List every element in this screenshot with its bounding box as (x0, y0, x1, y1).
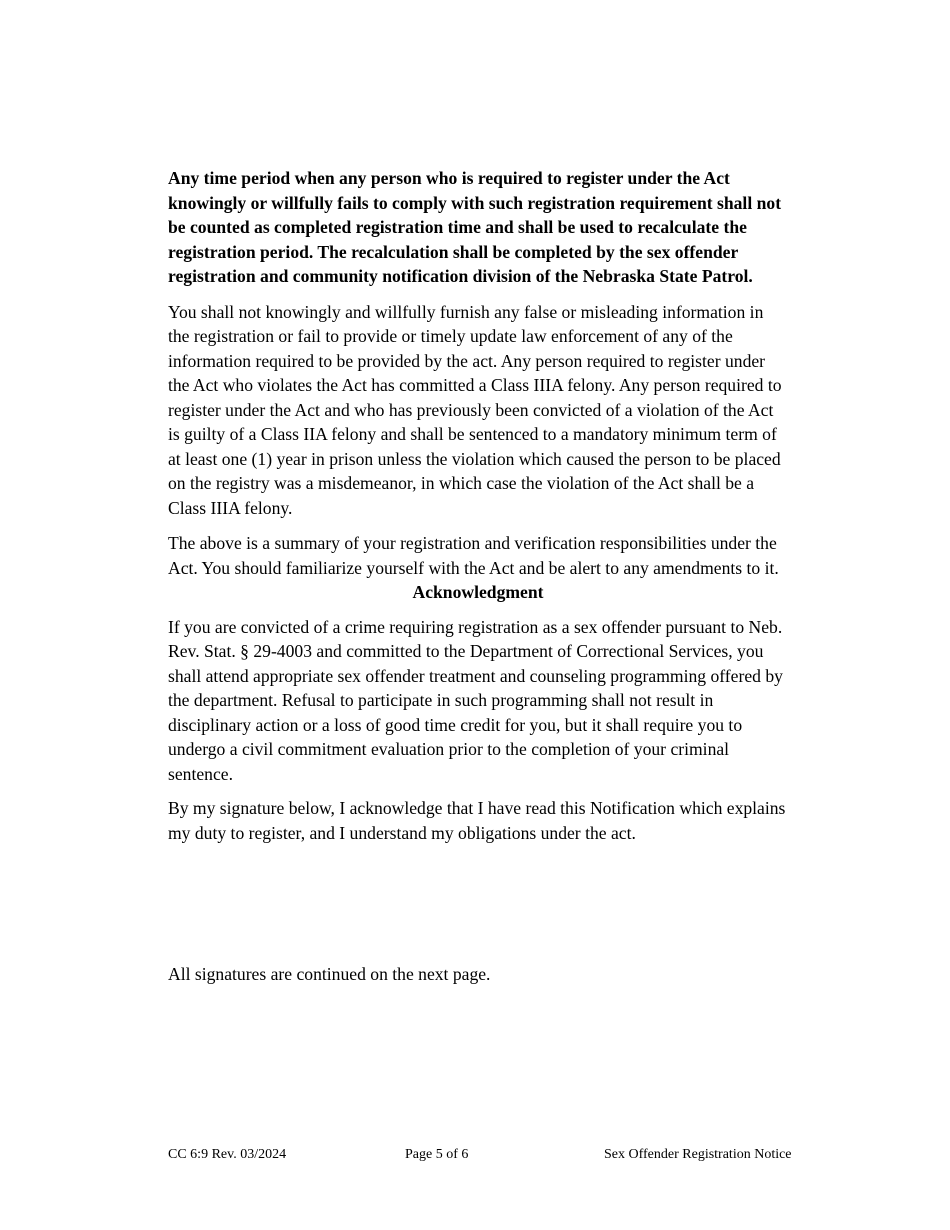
false-information-paragraph: You shall not knowingly and willfully furnish any false or misleading information in the registration or fail to provide or timely update law enforcement of any of the information required to be provided by the act. Any person required to register under the Act who violates the Act has committed a Class IIIA felony. Any person required to register under the Act and who has previously been convicted of a violation of the Act is guilty of a Class IIA felony and shall be sentenced to a mandatory minimum term of at least one (1) year in prison unless the violation which caused the person to be placed on the registry was a misdemeanor, in which case the violation of the Act shall be a Class IIIA felony. (168, 301, 782, 518)
footer-form-id: CC 6:9 Rev. 03/2024 (168, 1147, 287, 1162)
summary-paragraph: The above is a summary of your registration and verification responsibilities under the Act. You should familiarize yourself with the Act and be alert to any amendments to it. (168, 533, 779, 578)
acknowledgment-heading: Acknowledgment (412, 582, 544, 602)
document-body (168, 166, 788, 845)
footer-document-title: Sex Offender Registration Notice (604, 1147, 792, 1162)
bold-notice-paragraph: Any time period when any person who is required to register under the Act knowingly or willfully fails to comply with such registration requirement shall not be counted as completed registration time and shall be used to recalculate the registration period. The recalculation shall be completed by the sex offender registration and community notification division of the Nebraska State Patrol. (168, 168, 782, 286)
treatment-paragraph: If you are convicted of a crime requiring registration as a sex offender pursuant to Neb. Rev. Stat. § 29-4003 and committed to the Department of Correctional Services, you shall attend appropriate sex offender treatment and counseling programming offered by the department. Refusal to participate in such programming shall not result in disciplinary action or a loss of good time credit for you, but it shall require you to undergo a civil commitment evaluation prior to the completion of your criminal sentence. (168, 616, 783, 784)
signatures-continued-note: All signatures are continued on the next page. (168, 964, 491, 984)
footer-page-number: Page 5 of 6 (405, 1147, 469, 1162)
signature-statement-paragraph: By my signature below, I acknowledge that I have read this Notification which explains my duty to register, and I understand my obligations under the act. (168, 798, 786, 843)
